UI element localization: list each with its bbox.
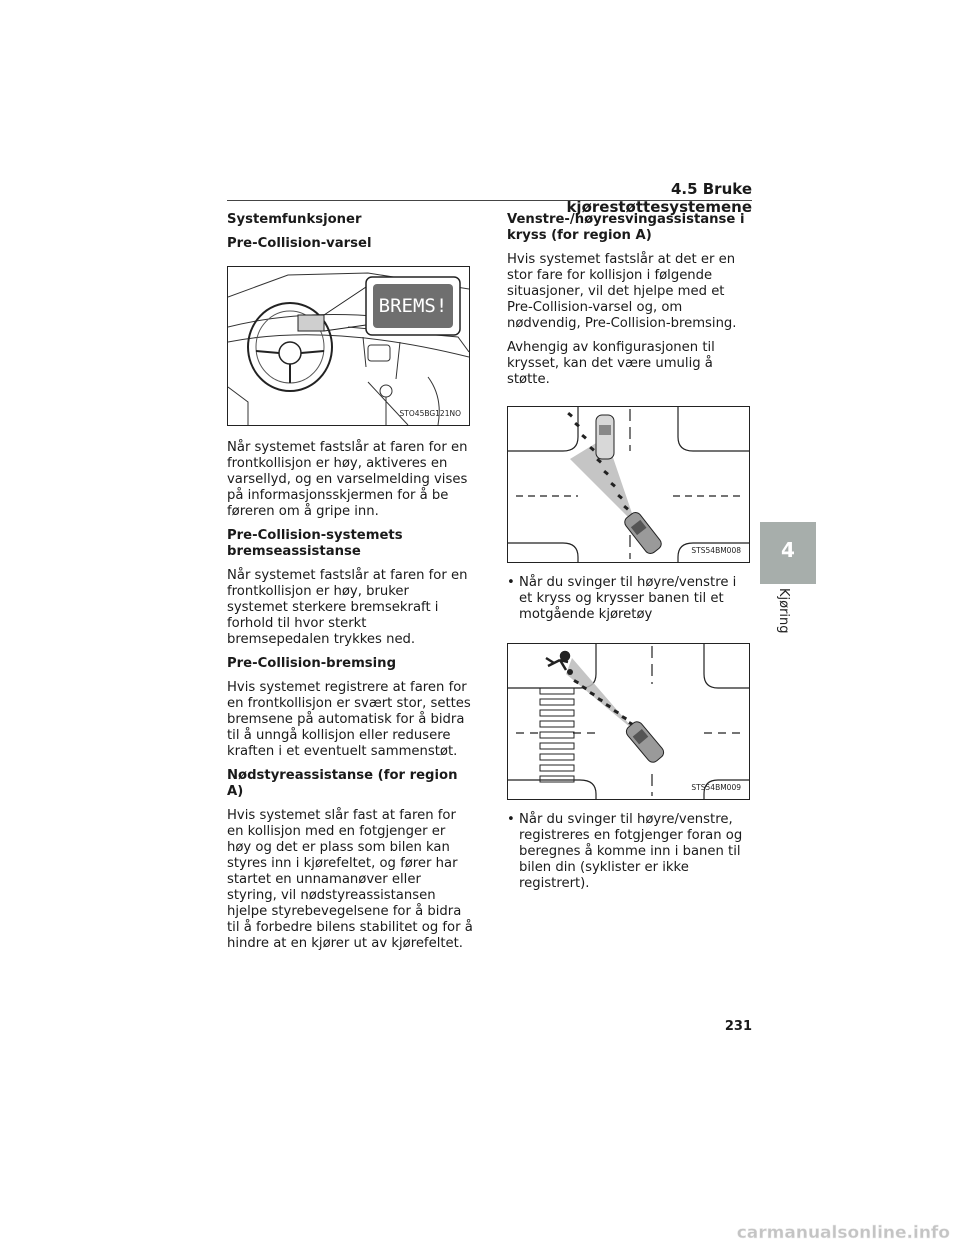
intersection-pedestrian-illustration (508, 644, 749, 799)
figure-code: STS54BM008 (691, 546, 741, 555)
paragraph-turn-assist-2: Avhengig av konfigurasjonen til krysset, kan det være umulig å støtte. (507, 340, 715, 387)
chapter-label-container (776, 588, 796, 648)
watermark-image (572, 1222, 952, 1242)
paragraph-turn-assist-1: Hvis systemet fastslår at det er en stor fare for kollisjon i følgende situasjoner, vil det hjelpe med et Pre-Collision-varsel og, om nødvendig, Pre-Collision-bremsing. (507, 252, 737, 331)
heading-system-functions: Systemfunksjoner (227, 212, 362, 227)
heading-pre-collision-warning: Pre-Collision-varsel (227, 236, 372, 251)
right-column (507, 212, 753, 900)
figure-code: STS54BM009 (691, 783, 741, 792)
intersection-pedestrian-figure (507, 643, 750, 800)
chapter-number: 4 (781, 538, 795, 562)
page-number: 231 (724, 1019, 752, 1034)
chapter-label: Kjøring (776, 588, 791, 634)
bullet-oncoming-vehicle: • Når du svinger til høyre/venstre i et kryss og krysser banen til et motgående kjøretøy (507, 575, 753, 623)
chapter-tab (760, 522, 816, 584)
svg-text:carmanualsonline.info: carmanualsonline.info (736, 1223, 950, 1242)
heading-brake-assist: Pre-Collision-systemets bremseassistanse (227, 528, 403, 559)
paragraph-warning: Når systemet fastslår at faren for en frontkollisjon er høy, aktiveres en varsellyd, og en varselmelding vises på informasjonsskjermen for å be føreren om å gripe inn. (227, 440, 468, 519)
paragraph-emergency-steering: Hvis systemet slår fast at faren for en kollisjon med en fotgjenger er høy og det er plass som bilen kan styres inn i kjørefeltet, og fører har startet en unnamanøver eller styring, vil nødstyreassistansen hjelpe styrebevegelsene for å bidra til å forbedre bilens stabilitet og for å hindre at en kjører ut av kjørefeltet. (227, 808, 473, 951)
bullet-pedestrian: • Når du svinger til høyre/venstre, registreres en fotgjenger foran og beregnes å komme inn i banen til bilen din (syklister er ikke registrert). (507, 812, 753, 892)
brems-warning-text: BREMS! (378, 295, 448, 317)
left-column (227, 212, 473, 960)
figure-code: STO45BG121NO (399, 409, 461, 418)
watermark-logo (572, 1222, 952, 1242)
header-divider (227, 200, 752, 201)
section-title: 4.5 Bruke kjørestøttesystemene (566, 180, 752, 216)
heading-pre-collision-braking: Pre-Collision-bremsing (227, 656, 397, 671)
paragraph-brake-assist: Når systemet fastslår at faren for en frontkollisjon er høy, bruker systemet sterkere bremsekraft i forhold til hvor sterkt bremsepedalen trykkes ned. (227, 568, 468, 647)
paragraph-braking: Hvis systemet registrere at faren for en frontkollisjon er svært stor, settes bremsene på automatisk for å bidra til å unngå kollisjon eller redusere kraften i et eventuelt sammenstøt. (227, 680, 471, 759)
heading-turn-assist: Venstre-/høyresvingassistanse i kryss (for region A) (507, 212, 745, 243)
intersection-vehicle-illustration (508, 407, 749, 562)
dashboard-warning-figure (227, 266, 470, 426)
heading-emergency-steering: Nødstyreassistanse (for region A) (227, 768, 458, 799)
intersection-vehicle-figure (507, 406, 750, 563)
